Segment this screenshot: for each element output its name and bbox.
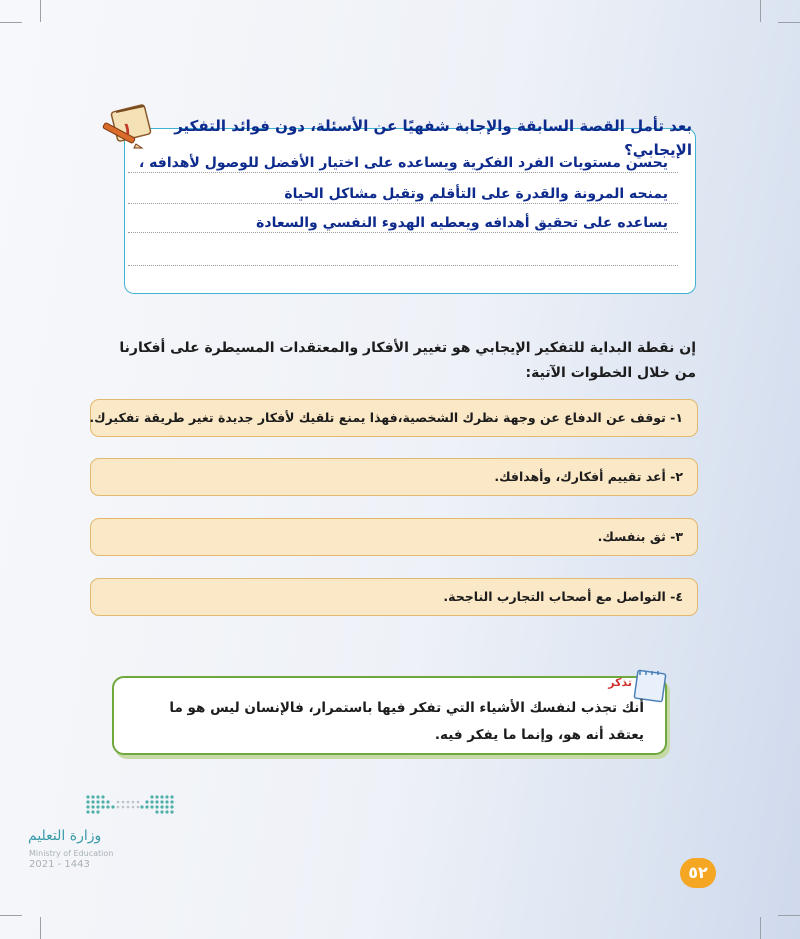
crop-mark (40, 917, 41, 939)
step-box: ٤- التواصل مع أصحاب التجارب الناجحة. (90, 578, 698, 616)
intro-paragraph: إن نقطة البداية للتفكير الإيجابي هو تغيير الأفكار والمعتقدات المسيطرة على أفكارنا من خلال الخطوات الآتية: (119, 340, 696, 381)
answer-line: يمنحه المرونة والقدرة على التأقلم وتقبل مشاكل الحياة (128, 184, 678, 204)
crop-mark (778, 915, 800, 916)
crop-mark (0, 22, 22, 23)
question-title: بعد تأمل القصة السابقة والإجابة شفهيًا عن الأسئلة، دون فوائد التفكير الإيجابي؟ (174, 117, 692, 159)
step-box: ٣- ثق بنفسك. (90, 518, 698, 556)
crop-mark (760, 917, 761, 939)
crop-mark (778, 22, 800, 23)
ministry-name-english: Ministry of Education (29, 849, 114, 858)
crop-mark (760, 0, 761, 22)
answer-line: يساعده على تحقيق أهدافه ويعطيه الهدوء النفسي والسعادة (128, 213, 678, 233)
remember-text: أنك تجذب لنفسك الأشياء التي تفكر فيها باستمرار، فالإنسان ليس هو ما يعتقد أنه هو، وإنما ما يفكر فيه. (169, 700, 644, 743)
question-number-badge: ١ (122, 119, 132, 138)
ministry-name-arabic: وزارة التعليم (28, 828, 102, 844)
step-box: ٢- أعد تقييم أفكارك، وأهدافك. (90, 458, 698, 496)
answer-line: يحسن مستويات الفرد الفكرية ويساعده على اختيار الأفضل للوصول لأهدافه ، (128, 153, 678, 173)
page-number-badge: ٥٢ (680, 858, 716, 888)
crop-mark (40, 0, 41, 22)
ministry-year: 2021 - 1443 (29, 859, 90, 870)
answer-line-empty (128, 242, 678, 266)
step-box: ١- توقف عن الدفاع عن وجهة نظرك الشخصية،فهذا يمنع تلقيك لأفكار جديدة تغير طريقة تفكيرك. (90, 399, 698, 437)
remember-label: تذكر (608, 676, 632, 689)
crop-mark (0, 915, 22, 916)
ministry-logo-icon (82, 793, 182, 817)
